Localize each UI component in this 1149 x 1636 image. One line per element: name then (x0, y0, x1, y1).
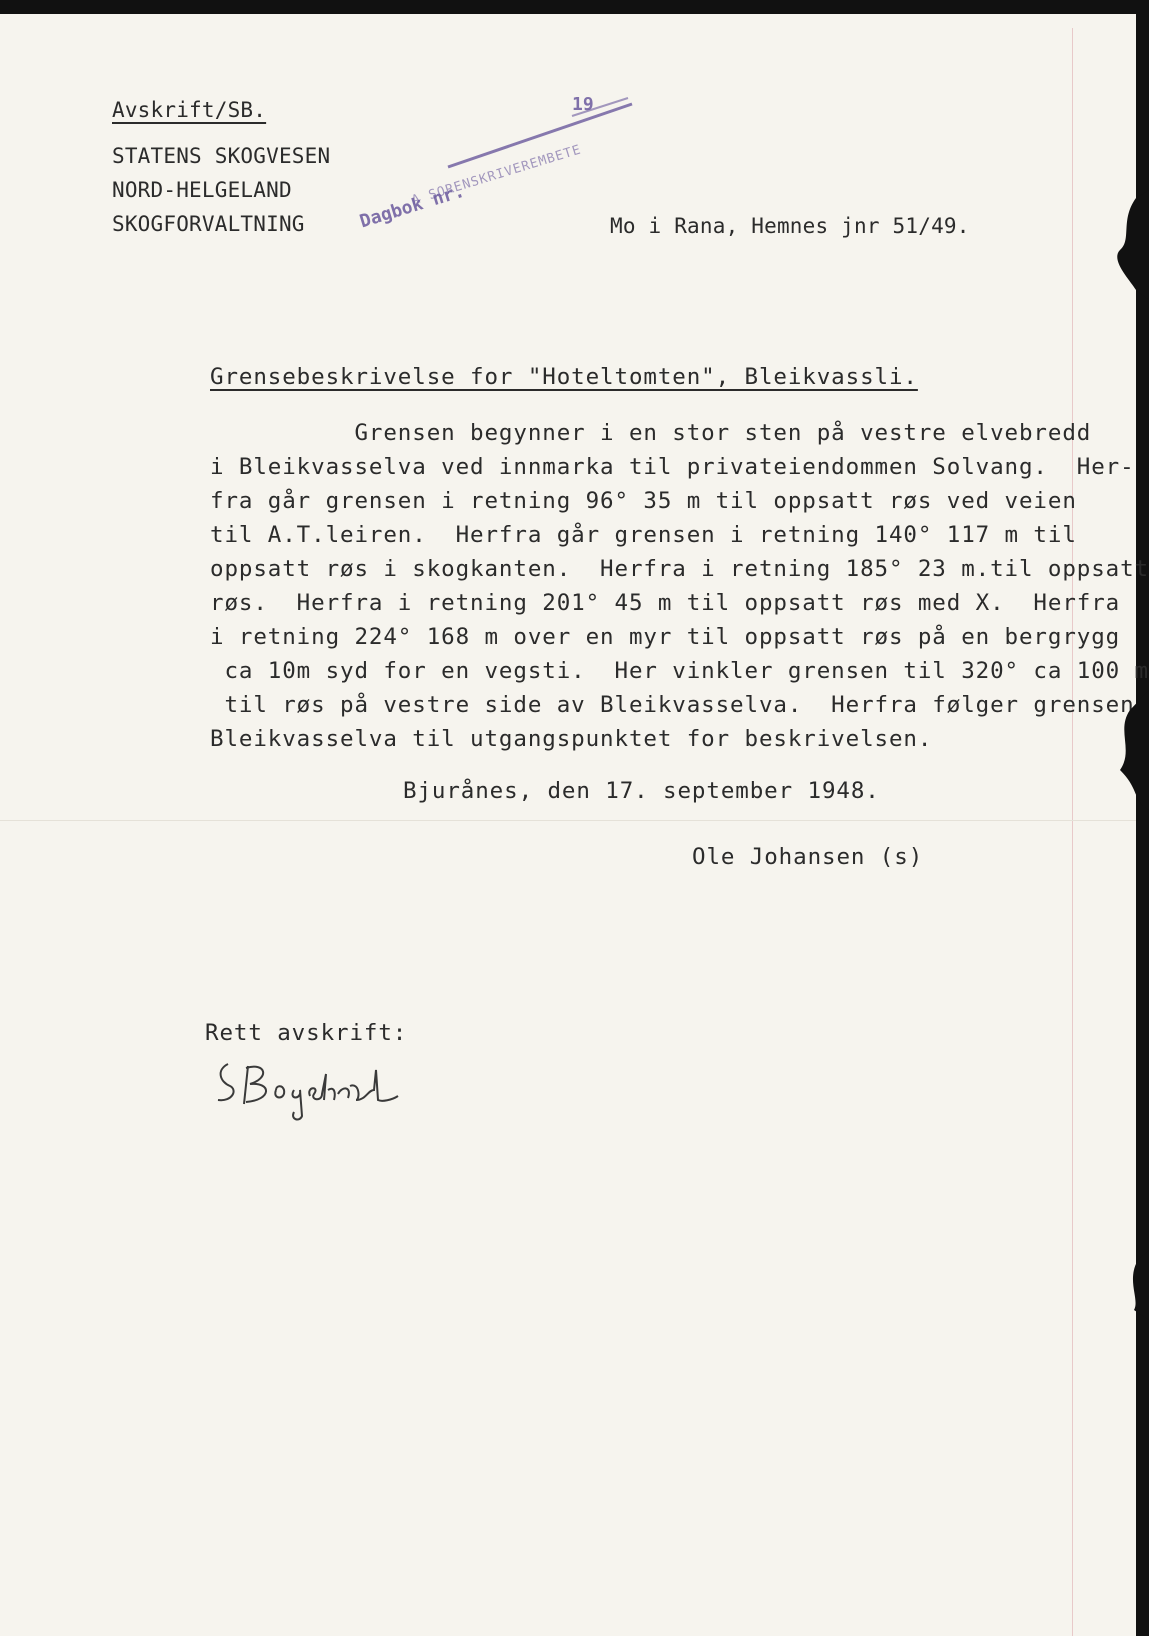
stamp-office-label: A SORENSKRIVEREMBETE (410, 142, 584, 209)
document-title: Grensebeskrivelse for "Hoteltomten", Bleikvassli. (210, 364, 918, 390)
copy-label: Avskrift/SB. (112, 98, 267, 122)
signature-strokes (210, 1056, 410, 1126)
body-line: ca 10m syd for en vegsti. Her vinkler grensen til 320° ca 100 m (210, 658, 1149, 684)
body-line: Grensen begynner i en stor sten på vestre elvebredd (210, 420, 1092, 446)
handwritten-signature (210, 1056, 410, 1126)
signatory: Ole Johansen (s) (692, 844, 924, 870)
body-line: i Bleikvasselva ved innmarka til privateiendommen Solvang. Her- (210, 454, 1135, 480)
org-line-2: NORD-HELGELAND (112, 178, 292, 202)
body-line: røs. Herfra i retning 201° 45 m til oppsatt røs med X. Herfra (210, 590, 1121, 616)
body-line: i retning 224° 168 m over en myr til oppsatt røs på en bergrygg (210, 624, 1121, 650)
certification-label: Rett avskrift: (205, 1020, 408, 1046)
place-reference: Mo i Rana, Hemnes jnr 51/49. (610, 214, 970, 238)
torn-edge (1060, 190, 1149, 1490)
org-line-3: SKOGFORVALTNING (112, 212, 305, 236)
stamp-dagbok-label: Dagbok nr. (357, 180, 468, 233)
document-page (0, 14, 1149, 1636)
stamp-number: 19 (572, 94, 594, 115)
diary-stamp (340, 84, 640, 284)
body-line: til røs på vestre side av Bleikvasselva. Herfra følger grensen (210, 692, 1135, 718)
fold-line (0, 820, 1136, 821)
body-line: fra går grensen i retning 96° 35 m til oppsatt røs ved veien (210, 488, 1077, 514)
body-line: oppsatt røs i skogkanten. Herfra i retning 185° 23 m.til oppsatt (210, 556, 1149, 582)
org-line-1: STATENS SKOGVESEN (112, 144, 331, 168)
date-line: Bjurånes, den 17. september 1948. (403, 778, 880, 804)
body-line: til A.T.leiren. Herfra går grensen i retning 140° 117 m til (210, 522, 1077, 548)
body-line: Bleikvasselva til utgangspunktet for beskrivelsen. (210, 726, 933, 752)
